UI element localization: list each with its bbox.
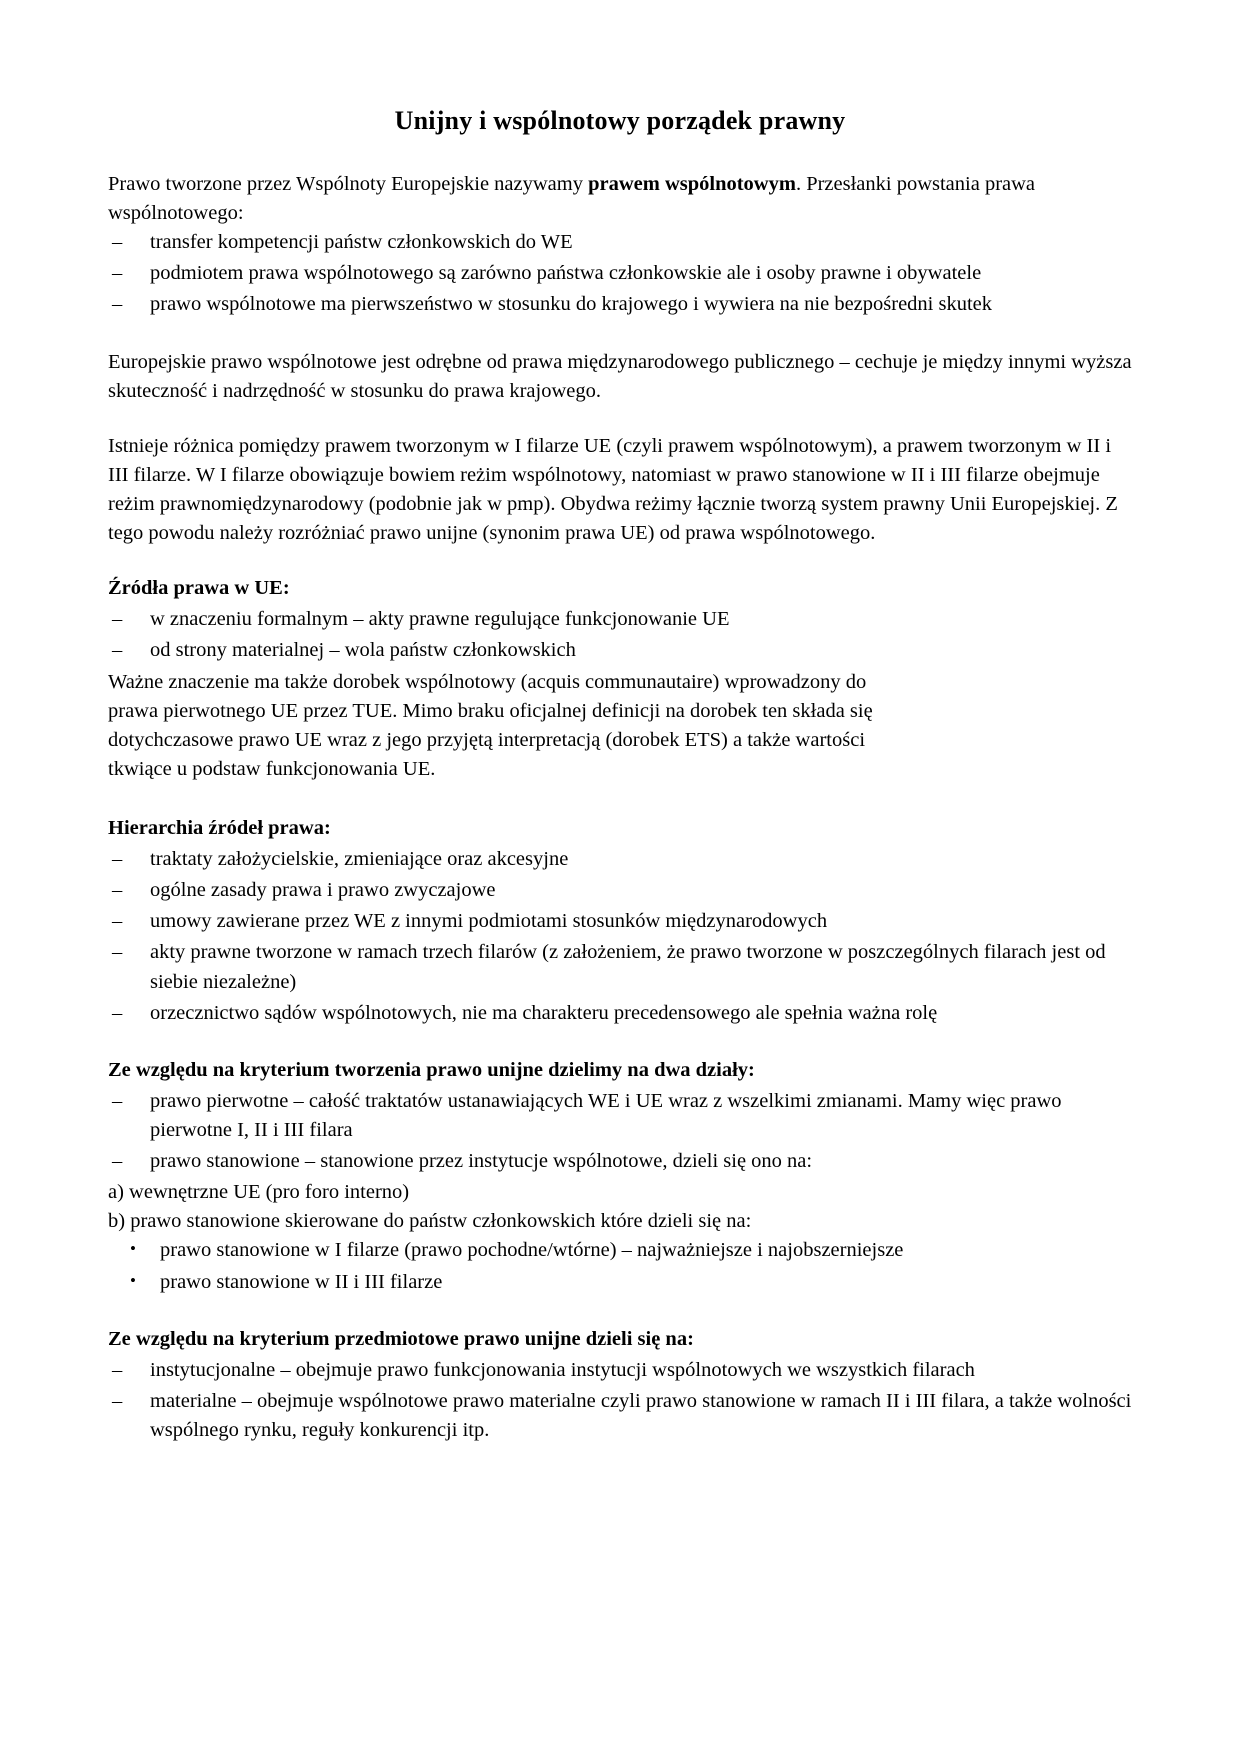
list-item-label: traktaty założycielskie, zmieniające oraz akcesyjne bbox=[150, 848, 569, 871]
hierarchy-heading: Hierarchia źródeł prawa: bbox=[108, 816, 331, 839]
list-item bbox=[108, 290, 1132, 319]
dash-marker-icon: – bbox=[112, 1358, 123, 1381]
list-item-label: instytucjonalne – obejmuje prawo funkcjonowania instytucji wspólnotowych we wszystkich filarach bbox=[150, 1358, 975, 1381]
list-item bbox=[108, 1268, 1132, 1297]
list-item-label: ogólne zasady prawa i prawo zwyczajowe bbox=[150, 879, 496, 902]
criterion-creation-section bbox=[108, 1056, 1132, 1297]
list-item-label: w znaczeniu formalnym – akty prawne regulujące funkcjonowanie UE bbox=[150, 608, 730, 631]
sources-paragraph-line-2: prawa pierwotnego UE przez TUE. Mimo braku oficjalnej definicji na dorobek ten składa się bbox=[108, 699, 873, 722]
list-item-label: prawo stanowione – stanowione przez instytucje wspólnotowe, dzieli się ono na: bbox=[150, 1150, 813, 1173]
intro-text-c: . Przesłanki powstania prawa wspólnotowego: bbox=[108, 173, 1036, 225]
intro-paragraph bbox=[108, 170, 1132, 228]
sources-section bbox=[108, 574, 1132, 784]
list-item-label: umowy zawierane przez WE z innymi podmiotami stosunków międzynarodowych bbox=[150, 910, 828, 933]
list-item bbox=[108, 259, 1132, 288]
list-item-label: orzecznictwo sądów wspólnotowych, nie ma charakteru precedensowego ale spełnia ważna rolę bbox=[150, 1001, 938, 1024]
list-item bbox=[108, 845, 1132, 874]
dash-marker-icon: – bbox=[112, 879, 123, 902]
criterion-creation-sub-a: a) wewnętrzne UE (pro foro interno) bbox=[108, 1181, 410, 1204]
list-item-label: akty prawne tworzone w ramach trzech filarów (z założeniem, że prawo tworzone w poszczególnych filarach jest od siebie niezależne) bbox=[150, 941, 1106, 993]
list-item bbox=[108, 938, 1132, 996]
list-item-label: prawo pierwotne – całość traktatów ustanawiających WE i UE wraz z wszelkimi zmianami. Mamy więc prawo pierwotne I, II i III filara bbox=[150, 1089, 1062, 1141]
list-item-label: transfer kompetencji państw członkowskich do WE bbox=[150, 231, 573, 254]
hierarchy-section bbox=[108, 814, 1132, 1028]
list-item-label: od strony materialnej – wola państw członkowskich bbox=[150, 639, 576, 662]
hierarchy-list bbox=[108, 845, 1132, 1028]
list-item bbox=[108, 1236, 1132, 1265]
bullet-marker-icon: • bbox=[130, 1270, 136, 1290]
list-item-label: prawo wspólnotowe ma pierwszeństwo w stosunku do krajowego i wywiera na nie bezpośredni skutek bbox=[150, 293, 993, 316]
intro-text-bold: prawem wspólnotowym bbox=[588, 173, 796, 195]
dash-marker-icon: – bbox=[112, 941, 123, 964]
criterion-subject-heading: Ze względu na kryterium przedmiotowe prawo unijne dzieli się na: bbox=[108, 1327, 694, 1350]
dash-marker-icon: – bbox=[112, 1089, 123, 1112]
list-item bbox=[108, 1356, 1132, 1385]
bullet-marker-icon: • bbox=[130, 1239, 136, 1259]
dash-marker-icon: – bbox=[112, 608, 123, 631]
list-item bbox=[108, 228, 1132, 257]
criterion-subject-section bbox=[108, 1325, 1132, 1445]
sources-paragraph-line-4: tkwiące u podstaw funkcjonowania UE. bbox=[108, 757, 436, 780]
list-item-label: materialne – obejmuje wspólnotowe prawo materialne czyli prawo stanowione w ramach II i III filara, a także wolności wspólnego rynku, reguły konkurencji itp. bbox=[150, 1389, 1132, 1441]
list-item bbox=[108, 636, 1132, 665]
dash-marker-icon: – bbox=[112, 848, 123, 871]
list-item bbox=[108, 605, 1132, 634]
dash-marker-icon: – bbox=[112, 262, 123, 285]
dash-marker-icon: – bbox=[112, 910, 123, 933]
dash-marker-icon: – bbox=[112, 231, 123, 254]
dash-marker-icon: – bbox=[112, 1001, 123, 1024]
criterion-creation-sub-b: b) prawo stanowione skierowane do państw członkowskich które dzieli się na: bbox=[108, 1210, 752, 1233]
criterion-creation-list bbox=[108, 1087, 1132, 1176]
list-item bbox=[108, 1087, 1132, 1145]
paragraph-odrebne-section bbox=[108, 348, 1132, 406]
sources-paragraph-line-3: dotychczasowe prawo UE wraz z jego przyjętą interpretacją (dorobek ETS) a także wartości bbox=[108, 728, 866, 751]
intro-text-a: Prawo tworzone przez Wspólnoty Europejskie nazywamy bbox=[108, 173, 589, 195]
list-item-label: prawo stanowione w II i III filarze bbox=[160, 1270, 443, 1293]
list-item bbox=[108, 907, 1132, 936]
intro-list bbox=[108, 228, 1132, 319]
dash-marker-icon: – bbox=[112, 1389, 123, 1412]
dash-marker-icon: – bbox=[112, 639, 123, 662]
criterion-subject-list bbox=[108, 1356, 1132, 1445]
dash-marker-icon: – bbox=[112, 1150, 123, 1173]
paragraph-odrebne: Europejskie prawo wspólnotowe jest odrębne od prawa międzynarodowego publicznego – cechuje je między innymi wyższa skuteczność i nadrzędność w stosunku do prawa krajowego. bbox=[108, 350, 1132, 402]
list-item-label: podmiotem prawa wspólnotowego są zarówno państwa członkowskie ale i osoby prawne i obywatele bbox=[150, 262, 982, 285]
list-item bbox=[108, 1147, 1132, 1176]
paragraph-roznica-section bbox=[108, 432, 1132, 548]
paragraph-roznica: Istnieje różnica pomiędzy prawem tworzonym w I filarze UE (czyli prawem wspólnotowym), a prawem tworzonym w II i III filarze. W I filarze obowiązuje bowiem reżim wspólnotowy, natomiast w prawo stanowione w II i III filarze obejmuje reżim prawnomiędzynarodowy (podobnie jak w pmp). Obydwa reżimy łącznie tworzą system prawny Unii Europejskiej. Z tego powodu należy rozróżniać prawo unijne (synonim prawa UE) od prawa wspólnotowego. bbox=[108, 434, 1118, 545]
intro-section bbox=[108, 170, 1132, 320]
sources-paragraph-line-1: Ważne znaczenie ma także dorobek wspólnotowy (acquis communautaire) wprowadzony do bbox=[108, 670, 867, 693]
dash-marker-icon: – bbox=[112, 293, 123, 316]
criterion-creation-bullets bbox=[108, 1236, 1132, 1296]
page-title: Unijny i wspólnotowy porządek prawny bbox=[394, 106, 846, 135]
sources-list bbox=[108, 605, 1132, 665]
list-item-label: prawo stanowione w I filarze (prawo pochodne/wtórne) – najważniejsze i najobszerniejsze bbox=[160, 1239, 904, 1262]
list-item bbox=[108, 1387, 1132, 1445]
criterion-creation-heading: Ze względu na kryterium tworzenia prawo unijne dzielimy na dwa działy: bbox=[108, 1058, 755, 1081]
list-item bbox=[108, 999, 1132, 1028]
sources-heading: Źródła prawa w UE: bbox=[108, 577, 290, 600]
list-item bbox=[108, 876, 1132, 905]
